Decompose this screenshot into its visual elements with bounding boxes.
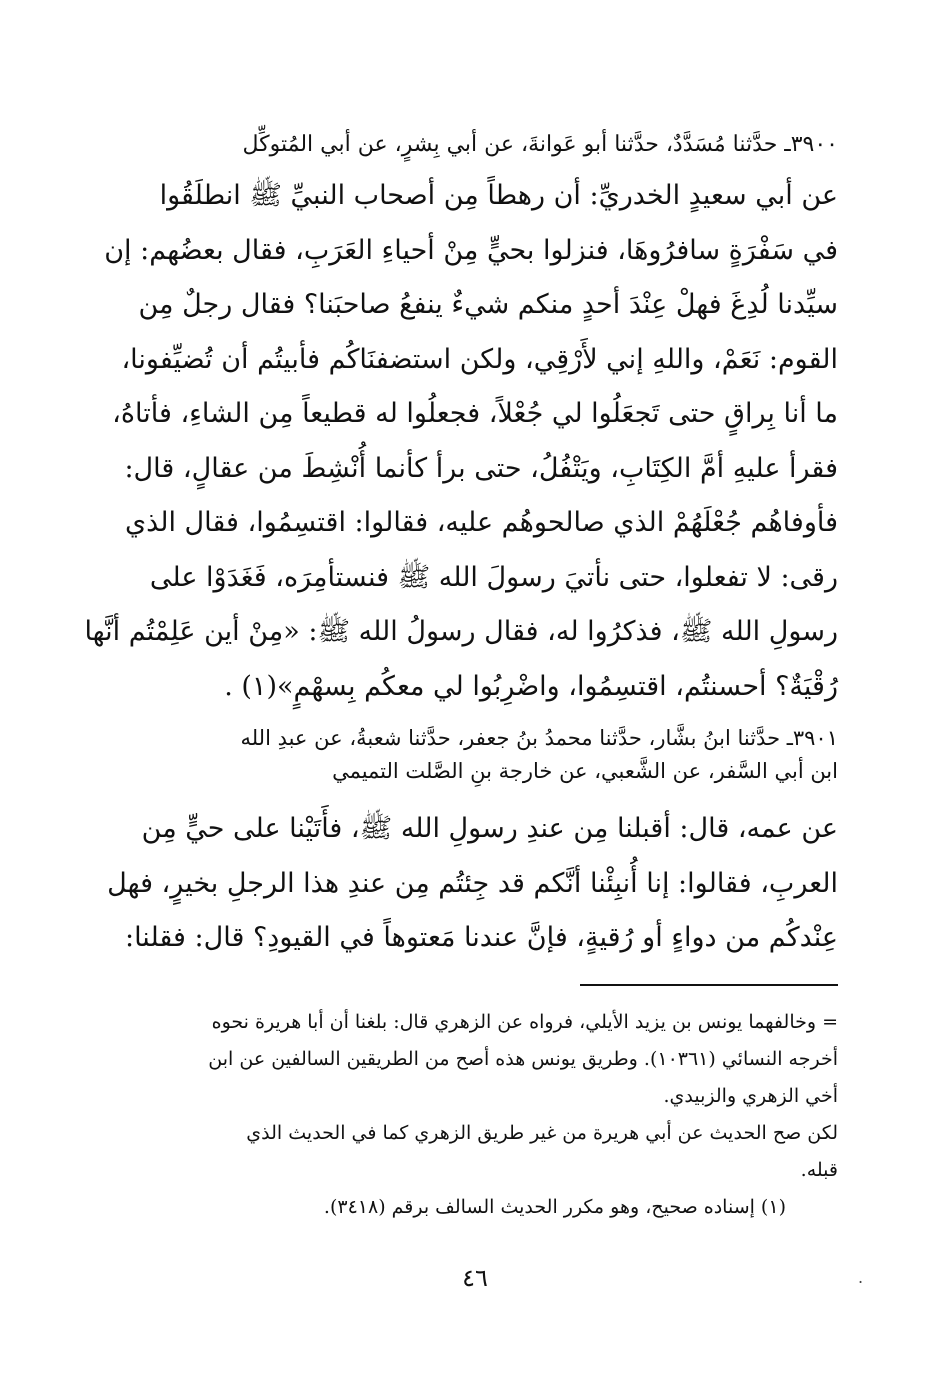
hadith-3901-line-1: عن عمه، قال: أقبلنا مِن عندِ رسولِ الله ﷺ، فأَتَيْنا على حيٍّ مِن (141, 813, 838, 844)
hadith-3900-line-10: رُقْيَةٌ؟ أحسنتُم، اقتسِمُوا، واضْرِبُوا لي معكُم بِسهْمٍ»(١) . (224, 670, 838, 702)
footnote-continuation-line-1: = وخالفهما يونس بن يزيد الأيلي، فرواه عن الزهري قال: بلغنا أن أبا هريرة نحوه (211, 1011, 838, 1033)
hadith-3901-line-3: عِنْدكُم من دواءٍ أو رُقيةٍ، فإنَّ عندنا مَعتوهاً في القيودِ؟ قال: فقلنا: (124, 922, 838, 953)
hadith-3900-line-7: فأوفاهُم جُعْلَهُمْ الذي صالحوهُم عليه، فقالوا: اقتسِمُوا، فقال الذي (124, 507, 838, 538)
hadith-3901-chain-line-1: ٣٩٠١ـ حدَّثنا ابنُ بشَّار، حدَّثنا محمدُ بنُ جعفر، حدَّثنا شعبةُ، عن عبدِ الله (240, 726, 838, 750)
hadith-3900 (84, 128, 838, 714)
footnote-separator (580, 984, 838, 986)
hadith-3901-line-2: العربِ، فقالوا: إنا أُنبِئْنا أنَّكم قد جِئتُم مِن عندِ هذا الرجلِ بخيرٍ، فهل (107, 867, 838, 899)
hadith-3900-line-6: فقرأ عليهِ أمَّ الكِتَابِ، ويَتْفُلُ، حتى برأ كأنما أُنْشِطَ من عقالٍ، قال: (124, 452, 838, 484)
hadith-3900-line-3: سيِّدنا لُدِغَ فهلْ عِنْدَ أحدٍ منكم شيءٌ ينفعُ صاحبَنا؟ فقال رجلٌ مِن (138, 289, 838, 320)
page-number: ٤٦ (462, 1264, 488, 1292)
hadith-3900-line-2: في سَفْرَةٍ سافرُوهَا، فنزلوا بحيٍّ مِنْ أحياءِ العَرَبِ، فقال بعضُهم: إن (104, 234, 838, 266)
footnote-second-line-2: قبله. (800, 1159, 838, 1181)
hadith-3901-chain-line-2: ابن أبي السَّفر، عن الشَّعبي، عن خارجة بنِ الصَّلت التميمي (332, 759, 838, 783)
corner-mark: . (858, 1268, 864, 1287)
hadith-3900-chain: ٣٩٠٠ـ حدَّثنا مُسَدَّدٌ، حدَّثنا أبو عَوانةَ، عن أبي بِشرٍ، عن أبي المُتوكِّل (242, 132, 838, 157)
hadith-3900-line-8: رقى: لا تفعلوا، حتى نأتيَ رسولَ الله ﷺ فنستأمِرَه، فَغَدَوْا على (149, 561, 838, 593)
hadith-3900-line-5: ما أنا بِراقٍ حتى تَجعَلُوا لي جُعْلاً، فجعلُوا له قطيعاً مِن الشاءِ، فأتاهُ، (112, 398, 838, 429)
hadith-3900-line-4: القوم: نَعَمْ، واللهِ إني لأَرْقِي، ولكن استضفنَاكُم فأبيتُم أن تُضيِّفونا، (121, 343, 838, 375)
footnotes (138, 1004, 838, 1226)
hadith-3900-line-9: رسولِ الله ﷺ، فذكرُوا له، فقال رسولُ الله ﷺ: «مِنْ أين عَلِمْتُم أنَّها (84, 616, 838, 647)
footnote-second-line-1: لكن صح الحديث عن أبي هريرة من غير طريق الزهري كما في الحديث الذي (246, 1122, 838, 1144)
footnote-continuation-line-3: أخي الزهري والزبيدي. (663, 1085, 838, 1107)
hadith-3901 (107, 722, 838, 966)
hadith-3900-line-1: عن أبي سعيدٍ الخدريِّ: أن رهطاً مِن أصحاب النبيِّ ﷺ انطلَقُوا (159, 180, 838, 211)
footnote-1: (١) إسناده صحيح، وهو مكرر الحديث السالف برقم (٣٤١٨). (323, 1196, 786, 1218)
footnote-continuation-line-2: أخرجه النسائي (١٠٣٦١). وطريق يونس هذه أصح من الطريقين السالفين عن ابن (208, 1048, 838, 1070)
